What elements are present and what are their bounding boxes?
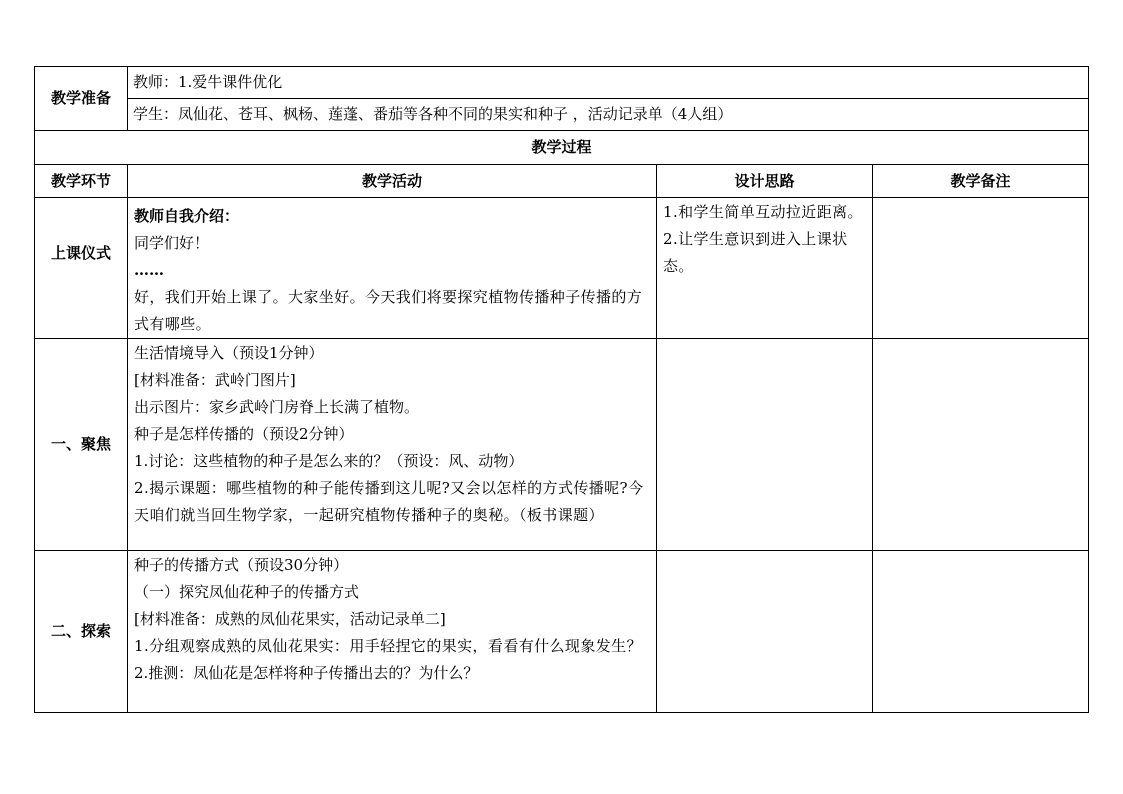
lesson-plan-sheet xyxy=(34,66,1088,713)
activity-line: 种子的传播方式（预设30分钟） xyxy=(134,556,349,574)
activity-line: （一）探究凤仙花种子的传播方式 xyxy=(134,583,360,601)
header-notes: 教学备注 xyxy=(873,165,1089,198)
stage-label: 二、探索 xyxy=(35,551,128,713)
design-line: 2.让学生意识到进入上课状态。 xyxy=(663,230,848,275)
header-stage: 教学环节 xyxy=(35,165,128,198)
activity-line: 出示图片：家乡武岭门房脊上长满了植物。 xyxy=(134,398,420,416)
prep-student: 学生：凤仙花、苍耳、枫杨、莲蓬、番茄等各种不同的果实和种子 ，活动记录单（4人组） xyxy=(128,99,1089,131)
design-cell xyxy=(657,198,873,339)
header-row xyxy=(35,165,1089,198)
activity-cell xyxy=(128,198,657,339)
notes-cell xyxy=(873,198,1089,339)
activity-line: [材料准备：成熟的凤仙花果实，活动记录单二] xyxy=(134,610,446,628)
prep-label: 教学准备 xyxy=(35,67,128,131)
design-cell xyxy=(657,551,873,713)
activity-line: 1.讨论：这些植物的种子是怎么来的？（预设：风、动物） xyxy=(134,452,524,470)
activity-cell xyxy=(128,339,657,551)
activity-line: 1.分组观察成熟的凤仙花果实：用手轻捏它的果实，看看有什么现象发生？ xyxy=(134,637,642,655)
activity-line: 2.揭示课题：哪些植物的种子能传播到这儿呢?又会以怎样的方式传播呢?今天咱们就当回生物学家，一起研究植物传播种子的奥秘。（板书课题） xyxy=(134,479,644,524)
row-focus xyxy=(35,339,1089,551)
stage-label: 上课仪式 xyxy=(35,198,128,339)
prep-row-student xyxy=(35,99,1089,131)
activity-line: 种子是怎样传播的（预设2分钟） xyxy=(134,425,354,443)
prep-teacher: 教师：1.爱牛课件优化 xyxy=(128,67,1089,99)
activity-line: …… xyxy=(134,261,164,279)
lesson-plan-table xyxy=(34,66,1089,713)
activity-line: 生活情境导入（预设1分钟） xyxy=(134,344,324,362)
row-opening xyxy=(35,198,1089,339)
activity-line: 2.推测：凤仙花是怎样将种子传播出去的？为什么？ xyxy=(134,664,479,682)
activity-line: 同学们好！ xyxy=(134,234,210,252)
design-cell xyxy=(657,339,873,551)
prep-row-teacher xyxy=(35,67,1089,99)
activity-line: [材料准备：武岭门图片] xyxy=(134,371,296,389)
activity-cell xyxy=(128,551,657,713)
header-activity: 教学活动 xyxy=(128,165,657,198)
process-title-row xyxy=(35,131,1089,165)
notes-cell xyxy=(873,339,1089,551)
notes-cell xyxy=(873,551,1089,713)
process-title: 教学过程 xyxy=(35,131,1089,165)
stage-label: 一、聚焦 xyxy=(35,339,128,551)
row-explore xyxy=(35,551,1089,713)
activity-line: 教师自我介绍： xyxy=(134,207,240,225)
header-design: 设计思路 xyxy=(657,165,873,198)
design-line: 1.和学生简单互动拉近距离。 xyxy=(663,203,863,221)
activity-line: 好，我们开始上课了。大家坐好。今天我们将要探究植物传播种子传播的方式有哪些。 xyxy=(134,288,643,333)
